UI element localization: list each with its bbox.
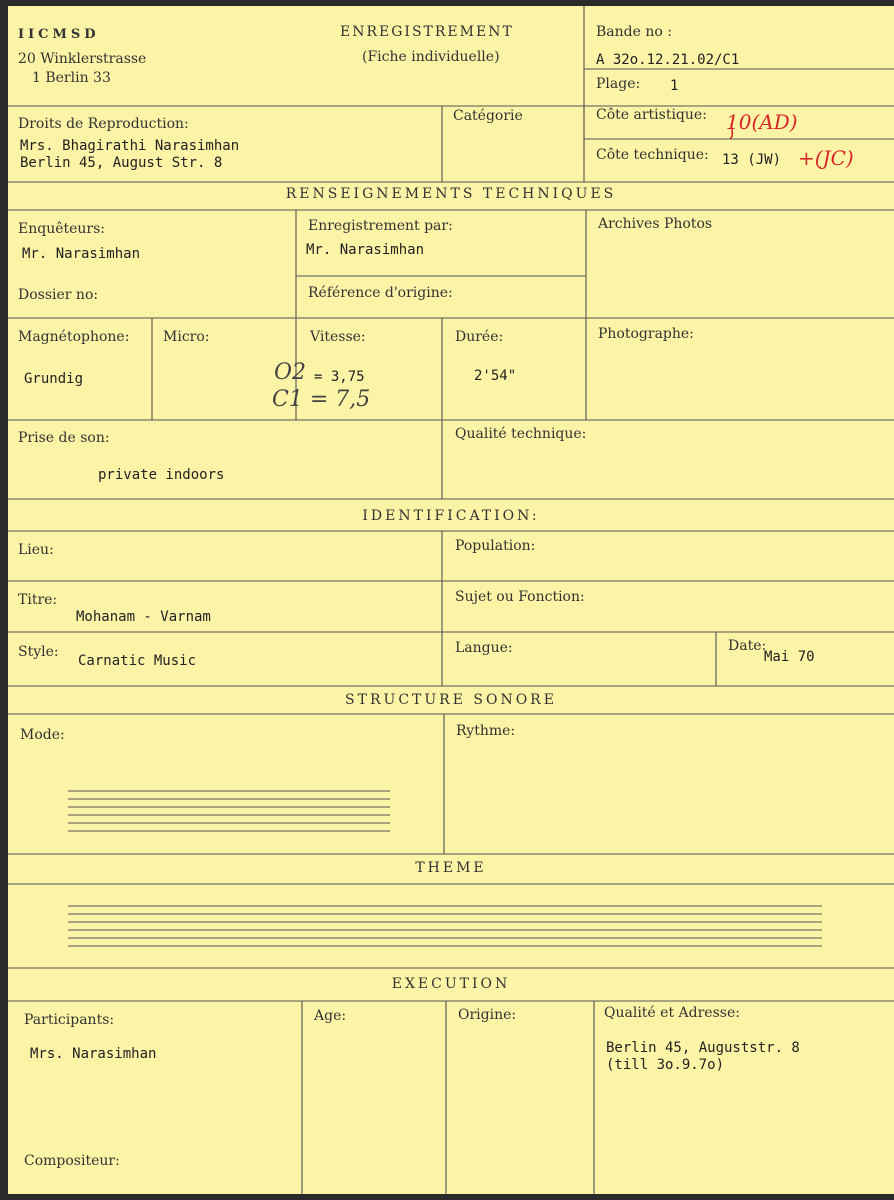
style-label: Style: [18,644,59,660]
form-title: ENREGISTREMENT [340,24,514,40]
section-identification: IDENTIFICATION: [362,508,540,524]
institute-address-line1: 20 Winklerstrasse [18,51,147,67]
enqueteurs-value: Mr. Narasimhan [22,246,141,262]
enregistrement-par-label: Enregistrement par: [308,218,453,234]
age-label: Age: [314,1008,347,1024]
reference-label: Référence d'origine: [308,285,453,301]
plage-value: 1 [670,78,679,94]
archives-photos-label: Archives Photos [598,216,713,232]
section-execution: EXECUTION [391,976,511,992]
qualite-adresse-label: Qualité et Adresse: [604,1005,740,1021]
form-subtitle: (Fiche individuelle) [362,49,500,65]
cote-technique-added: +(JC) [798,146,854,170]
duree-value: 2'54" [474,368,517,384]
mode-writing-lines [68,791,390,831]
style-value: Carnatic Music [78,653,197,669]
adresse-line1: Berlin 45, Auguststr. 8 [606,1040,800,1056]
cote-technique-value: 13 (JW) [722,152,782,168]
lieu-label: Lieu: [18,542,54,558]
form-grid-lines [8,6,894,1194]
droits-label: Droits de Reproduction: [18,116,189,132]
magnetophone-label: Magnétophone: [18,329,130,345]
vitesse-line1-handwritten: O2 [274,360,307,385]
categorie-label: Catégorie [453,108,523,124]
origine-label: Origine: [458,1007,517,1023]
photographe-label: Photographe: [598,326,694,342]
enregistrement-par-value: Mr. Narasimhan [306,242,425,258]
qualite-technique-label: Qualité technique: [455,426,587,442]
theme-writing-lines [68,906,822,946]
section-structure-sonore: STRUCTURE SONORE [345,692,557,708]
institute-address-line2: 1 Berlin 33 [32,70,111,86]
mode-label: Mode: [20,727,65,743]
magnetophone-value: Grundig [24,371,84,387]
bande-value: A 32o.12.21.02/C1 [596,52,740,68]
duree-label: Durée: [455,329,504,345]
rythme-label: Rythme: [456,723,516,739]
droits-line2: Berlin 45, August Str. 8 [20,155,223,171]
cote-technique-label: Côte technique: [596,147,709,163]
langue-label: Langue: [455,640,513,656]
bande-label: Bande no : [596,24,672,40]
compositeur-label: Compositeur: [24,1153,120,1169]
dossier-label: Dossier no: [18,287,99,303]
participants-label: Participants: [24,1012,115,1028]
registration-card [8,6,894,1194]
plage-label: Plage: [596,76,641,92]
cote-artistique-label: Côte artistique: [596,107,707,123]
droits-line1: Mrs. Bhagirathi Narasimhan [20,138,240,154]
adresse-line2: (till 3o.9.7o) [606,1057,725,1073]
participants-value: Mrs. Narasimhan [30,1046,157,1062]
vitesse-line1-typed: = 3,75 [314,369,365,385]
prise-de-son-label: Prise de son: [18,430,110,446]
titre-value: Mohanam - Varnam [76,609,211,625]
population-label: Population: [455,538,536,554]
micro-label: Micro: [163,329,210,345]
section-renseignements-techniques: RENSEIGNEMENTS TECHNIQUES [285,186,617,202]
cote-artistique-value: 10(AD) [726,110,798,134]
titre-label: Titre: [18,592,58,608]
vitesse-label: Vitesse: [310,329,366,345]
institute-logo: IICMSD [18,27,100,42]
prise-de-son-value: private indoors [98,467,225,483]
section-theme: THEME [415,860,487,876]
enqueteurs-label: Enquêteurs: [18,221,106,237]
vitesse-line2-handwritten: C1 = 7,5 [272,387,371,412]
date-label: Date: [728,638,767,654]
sujet-label: Sujet ou Fonction: [455,589,585,605]
date-value: Mai 70 [764,649,815,665]
